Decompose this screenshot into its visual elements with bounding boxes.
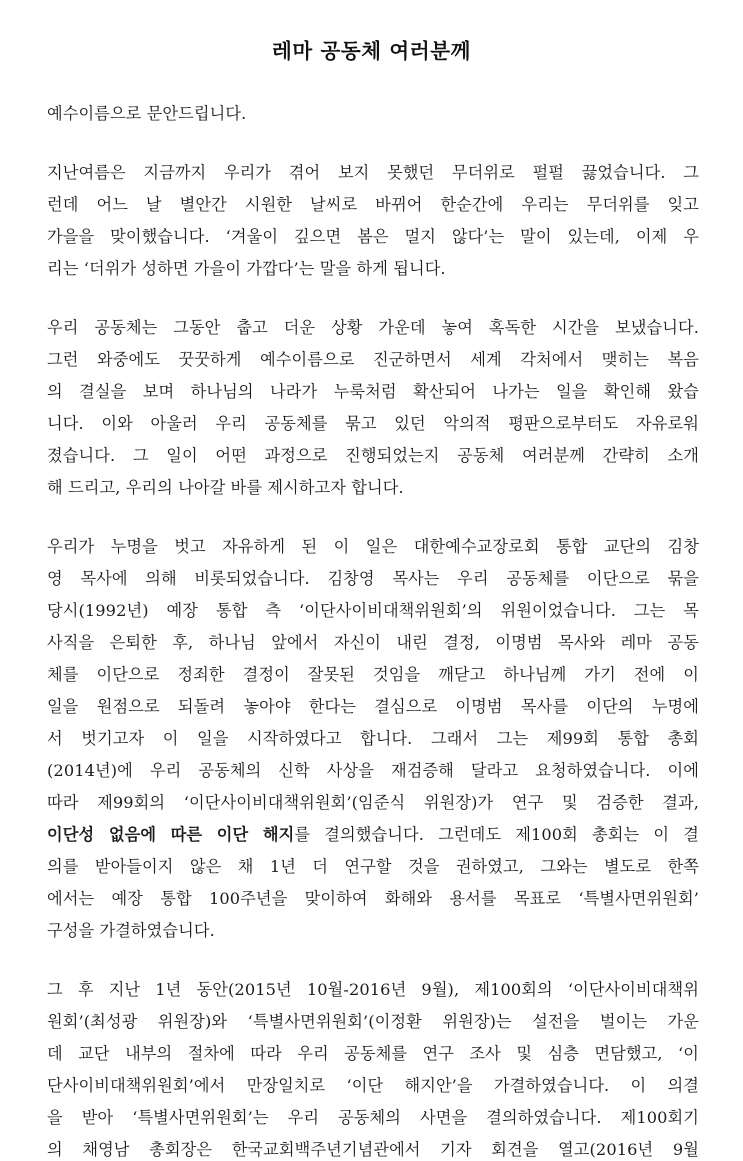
paragraph-2-line-6: 해 드리고, 우리의 나아갈 바를 제시하고자 합니다. (47, 478, 404, 497)
paragraph-2-line-3: 의 결실을 보며 하나님의 나라가 누룩처럼 확산되어 나가는 일을 확인해 왔습 (47, 382, 699, 401)
greeting-line: 예수이름으로 문안드립니다. (47, 104, 247, 123)
paragraph-4-line-2: 원회’(최성광 위원장)와 ‘특별사면위원회’(이정환 위원장)는 설전을 벌이는 가운 (47, 1012, 699, 1031)
paragraph-1-line-4: 리는 ‘더위가 성하면 가을이 가깝다’는 말을 하게 됩니다. (47, 259, 446, 278)
paragraph-1-line-1: 지난여름은 지금까지 우리가 겪어 보지 못했던 무더위로 펄펄 끓었습니다. 그 (47, 163, 699, 182)
letter-title: 레마 공동체 여러분께 (271, 39, 472, 63)
paragraph-3-line-7: 서 벗기고자 이 일을 시작하였다고 합니다. 그래서 그는 제99회 통합 총회 (47, 729, 699, 748)
paragraph-3-line-5: 체를 이단으로 정죄한 결정이 잘못된 것임을 깨닫고 하나님께 가기 전에 이 (47, 665, 699, 684)
paragraph-4-line-6: 의 채영남 총회장은 한국교회백주년기념관에서 기자 회견을 열고(2016년 9월 (47, 1140, 699, 1159)
paragraph-3-line-13: 구성을 가결하였습니다. (47, 921, 215, 940)
paragraph-3-line-4: 사직을 은퇴한 후, 하나님 앞에서 자신이 내린 결정, 이명범 목사와 레마 공동 (47, 633, 699, 652)
paragraph-3-line-6: 일을 원점으로 되돌려 놓아야 한다는 결심으로 이명범 목사를 이단의 누명에 (47, 697, 699, 716)
emphasis-rest-text: 를 결의했습니다. 그런데도 제100회 총회는 이 결 (294, 825, 699, 844)
paragraph-4-line-3: 데 교단 내부의 절차에 따라 우리 공동체를 연구 조사 및 심층 면담했고, ‘이 (47, 1044, 699, 1063)
paragraph-3-line-8: (2014년)에 우리 공동체의 신학 사상을 재검증해 달라고 요청하였습니다. 이에 (47, 761, 699, 780)
paragraph-4-line-1: 그 후 지난 1년 동안(2015년 10월-2016년 9월), 제100회의 ‘이단사이비대책위 (47, 980, 699, 999)
paragraph-3-line-3: 당시(1992년) 예장 통합 측 ‘이단사이비대책위원회’의 위원이었습니다. 그는 목 (47, 601, 699, 620)
paragraph-3-line-1: 우리가 누명을 벗고 자유하게 된 이 일은 대한예수교장로회 통합 교단의 김창 (47, 537, 699, 556)
paragraph-3-line-9: 따라 제99회의 ‘이단사이비대책위원회’(임준식 위원장)가 연구 및 검증한 결과, (47, 793, 699, 812)
paragraph-3-line-12: 에서는 예장 통합 100주년을 맞이하여 화해와 용서를 목표로 ‘특별사면위원회’ (47, 889, 699, 908)
paragraph-1-line-3: 가을을 맞이했습니다. ‘겨울이 깊으면 봄은 멀지 않다’는 말이 있는데, 이제 우 (47, 227, 699, 246)
paragraph-1-line-2: 런데 어느 날 별안간 시원한 날씨로 바뀌어 한순간에 우리는 무더위를 잊고 (47, 195, 699, 214)
paragraph-2-line-1: 우리 공동체는 그동안 춥고 더운 상황 가운데 놓여 혹독한 시간을 보냈습니다. (47, 318, 699, 337)
paragraph-2-line-2: 그런 와중에도 꿋꿋하게 예수이름으로 진군하면서 세계 각처에서 맺히는 복음 (47, 350, 699, 369)
paragraph-4-line-5: 을 받아 ‘특별사면위원회’는 우리 공동체의 사면을 결의하였습니다. 제100회기 (47, 1108, 699, 1127)
paragraph-2-line-4: 니다. 이와 아울러 우리 공동체를 묶고 있던 악의적 평판으로부터도 자유로워 (47, 414, 699, 433)
paragraph-3-line-2: 영 목사에 의해 비롯되었습니다. 김창영 목사는 우리 공동체를 이단으로 묶을 (47, 569, 699, 588)
emphasis-text: 이단성 없음에 따른 이단 해지 (47, 825, 295, 844)
paragraph-4-line-4: 단사이비대책위원회’에서 만장일치로 ‘이단 해지안’을 가결하였습니다. 이 의결 (47, 1076, 699, 1095)
paragraph-3-line-11: 의를 받아들이지 않은 채 1년 더 연구할 것을 권하였고, 그와는 별도로 한쪽 (47, 857, 699, 876)
paragraph-2-line-5: 졌습니다. 그 일이 어떤 과정으로 진행되었는지 공동체 여러분께 간략히 소개 (47, 446, 699, 465)
paragraph-3-line-10 (47, 824, 699, 846)
